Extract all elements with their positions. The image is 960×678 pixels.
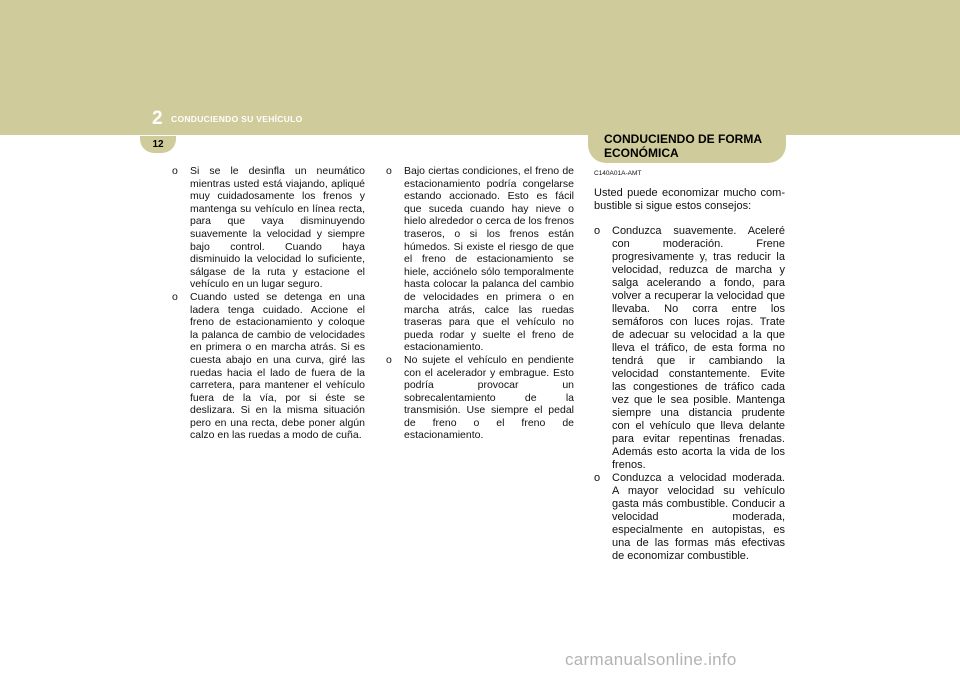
list-item xyxy=(594,225,785,472)
list-item-text: Cuando usted se detenga en una ladera tenga cuidado. Accione el freno de estacionamiento y coloque la palanca de cambio de velocidades en primera o en marcha atrás. Si es cuesta abajo en una curva, giré las ruedas hacia el lado de fuera de la carretera, para mantener el vehículo fuera de la vía, por si éste se deslizara. Si en la misma situación pero en una recta, debe poner algún calzo en las ruedas a modo de cuña. xyxy=(190,290,365,442)
page-number: 12 xyxy=(152,139,164,150)
bullet: o xyxy=(594,224,601,237)
column-left xyxy=(172,165,365,442)
bullet: o xyxy=(172,290,178,303)
list-item-text: Bajo ciertas condiciones, el freno de estacionamiento podría congelarse estando accionado. Esto es fácil que suceda cuando hay nieve o hielo alrededor o cerca de los frenos traseros, o si los frenos están húmedos. Si existe el riesgo de que el freno de estacionamiento se hiele, acciónelo sólo temporalmente hasta colocar la palanca del cambio de velocidades en primera o en marcha atrás, calce las ruedas traseras para que el vehículo no pueda rodar y suelte el freno de estacionamiento. xyxy=(404,165,574,354)
list-item xyxy=(386,165,574,354)
bullet: o xyxy=(386,165,392,177)
section-heading-box xyxy=(588,123,786,163)
column-middle xyxy=(386,165,574,442)
list-item-text: Conduzca suavemente. Aceleré con moderación. Frene progresivamente y, tras reducir la velocidad, reduzca de marcha y salga acelerando a fondo, para volver a recuperar la velocidad que llevaba. No corra entre los semáforos con luces rojas. Trate de adecuar su velocidad a la que lleva el tráfico, de esta forma no tendrá que ir cambiando la velocidad constantemente. Evite las congestiones de tráfico cada vez que le sea posible. Mantenga siempre una distancia prudente con el vehículo que lleva delante para evitar repentinas frenadas. Además esto acorta la vida de los frenos. xyxy=(612,224,785,471)
list-item-text: Conduzca a velocidad moderada. A mayor velocidad su vehículo gasta más combustible. Conducir a velocidad moderada, especialmente en autopistas, es una de las formas más efectivas de economizar combustible. xyxy=(612,471,785,562)
section-title: CONDUCIENDO DE FORMA ECONÓMICA xyxy=(604,132,762,160)
list-item xyxy=(172,165,365,291)
chapter-number: 2 xyxy=(152,108,163,129)
list-item xyxy=(386,354,574,442)
watermark: carmanualsonline.info xyxy=(565,650,737,669)
bullet: o xyxy=(594,471,601,484)
list-item xyxy=(172,291,365,442)
bullet: o xyxy=(172,165,178,177)
page-number-tab xyxy=(140,136,176,153)
reference-code: C140A01A-AMT xyxy=(594,170,642,177)
list-item-text: No sujete el vehículo en pendiente con el acelerador y embrague. Esto podría provocar un sobrecalentamiento de la transmisión. Use siempre el pedal de freno o el freno de estacionamiento. xyxy=(404,353,574,442)
column-right xyxy=(594,168,785,563)
list-item-text: Si se le desinfla un neumático mientras usted está viajando, apliqué muy cuidadosamente los frenos y mantenga su vehículo en línea recta, para que vaya disminuyendo suavemente la velocidad y siempre bajo control. Cuando haya disminuido la velocidad lo suficiente, sálgase de la ruta y estacione el vehículo en un lugar seguro. xyxy=(190,165,365,291)
list-item xyxy=(594,472,785,563)
bullet: o xyxy=(386,353,392,366)
chapter-title: CONDUCIENDO SU VEHÍCULO xyxy=(171,114,303,124)
section-intro: Usted puede economizar mucho com-bustible si sigue estos consejos: xyxy=(594,186,785,212)
